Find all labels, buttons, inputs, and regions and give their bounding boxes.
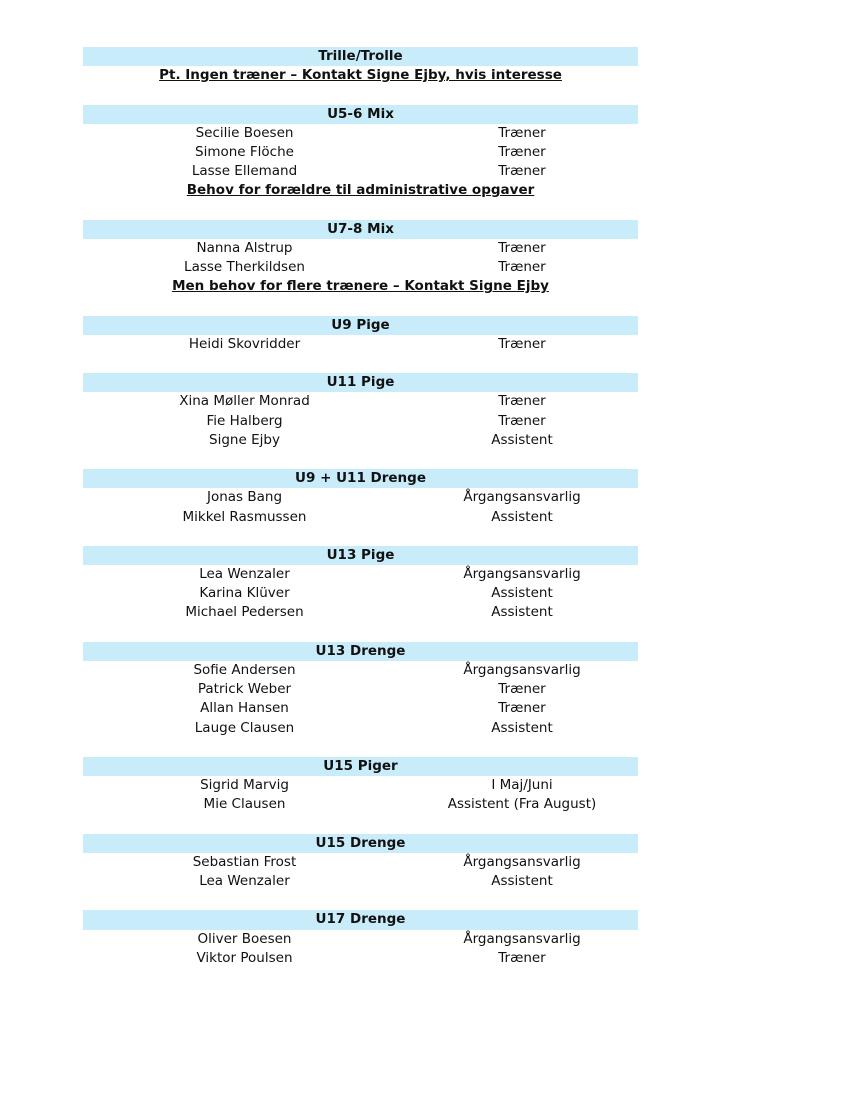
- person-name: Jonas Bang: [206, 489, 283, 506]
- person-role: Årgangsansvarlig: [463, 930, 581, 947]
- team-header: U15 Drenge: [83, 834, 638, 853]
- team-section: [83, 47, 638, 85]
- roster-row: [83, 872, 638, 891]
- person-name: Lasse Therkildsen: [184, 259, 305, 276]
- roster-row: [83, 699, 638, 718]
- person-role: Assistent: [491, 604, 553, 621]
- person-name: Xina Møller Monrad: [179, 393, 310, 410]
- team-header: U9 Pige: [83, 316, 638, 335]
- person-name: Lea Wenzaler: [199, 566, 290, 583]
- roster-row: [83, 584, 638, 603]
- team-note: Behov for forældre til administrative opgaver: [186, 182, 535, 199]
- person-role: Træner: [498, 163, 546, 180]
- person-role: Assistent: [491, 719, 553, 736]
- roster-row: [83, 949, 638, 968]
- section-spacer: [83, 738, 638, 757]
- roster-row: [83, 508, 638, 527]
- person-role: Assistent: [491, 585, 553, 602]
- team-section: [83, 373, 638, 450]
- team-header: U5-6 Mix: [83, 105, 638, 124]
- person-role: Træner: [498, 949, 546, 966]
- team-header: U11 Pige: [83, 373, 638, 392]
- person-role: Træner: [498, 335, 546, 352]
- section-spacer: [83, 891, 638, 910]
- team-section: [83, 546, 638, 623]
- roster-row: [83, 661, 638, 680]
- team-header: Trille/Trolle: [83, 47, 638, 66]
- person-role: Årgangsansvarlig: [463, 489, 581, 506]
- roster-row: [83, 124, 638, 143]
- roster-row: [83, 776, 638, 795]
- person-role: I Maj/Juni: [491, 777, 553, 794]
- section-spacer: [83, 354, 638, 373]
- person-role: Træner: [498, 393, 546, 410]
- person-name: Nanna Alstrup: [196, 239, 293, 256]
- roster-row: [83, 431, 638, 450]
- team-note: Pt. Ingen træner – Kontakt Signe Ejby, hvis interesse: [159, 67, 562, 84]
- roster-row: [83, 795, 638, 814]
- person-role: Årgangsansvarlig: [463, 566, 581, 583]
- roster-row: [83, 162, 638, 181]
- person-name: Oliver Boesen: [197, 930, 292, 947]
- person-name: Michael Pedersen: [185, 604, 304, 621]
- team-section: [83, 220, 638, 297]
- person-name: Mie Clausen: [203, 796, 286, 813]
- person-role: Assistent: [491, 508, 553, 525]
- person-role: Årgangsansvarlig: [463, 662, 581, 678]
- person-role: Træner: [498, 143, 546, 160]
- roster-row: [83, 565, 638, 584]
- person-name: Mikkel Rasmussen: [182, 508, 307, 525]
- person-name: Sigrid Marvig: [200, 777, 289, 794]
- person-name: Fie Halberg: [206, 412, 283, 429]
- person-role: Træner: [498, 681, 546, 698]
- person-name: Sofie Andersen: [193, 662, 296, 678]
- person-role: Træner: [498, 239, 546, 256]
- team-header: U7-8 Mix: [83, 220, 638, 239]
- person-role: Træner: [498, 259, 546, 276]
- team-header: U9 + U11 Drenge: [83, 469, 638, 488]
- person-name: Viktor Poulsen: [196, 949, 293, 966]
- team-note: Men behov for flere trænere – Kontakt Signe Ejby: [172, 278, 549, 295]
- person-name: Simone Flöche: [195, 143, 294, 160]
- roster-row: [83, 853, 638, 872]
- person-name: Lasse Ellemand: [191, 163, 298, 180]
- roster-row: [83, 335, 638, 354]
- person-name: Secilie Boesen: [195, 124, 294, 141]
- person-name: Signe Ejby: [209, 431, 280, 448]
- team-section: [83, 642, 638, 738]
- roster-row: [83, 143, 638, 162]
- team-header: U13 Drenge: [83, 642, 638, 661]
- person-role: Assistent (Fra August): [447, 796, 597, 813]
- person-role: Træner: [498, 412, 546, 429]
- person-role: Assistent: [491, 873, 553, 890]
- roster-row: [83, 603, 638, 622]
- roster-row: [83, 680, 638, 699]
- roster-row: [83, 488, 638, 507]
- team-section: [83, 316, 638, 354]
- roster-row: [83, 392, 638, 411]
- section-spacer: [83, 450, 638, 469]
- roster-row: [83, 930, 638, 949]
- section-spacer: [83, 296, 638, 315]
- person-name: Karina Klüver: [199, 585, 290, 602]
- person-name: Patrick Weber: [197, 681, 292, 698]
- person-role: Træner: [498, 700, 546, 717]
- team-roster-sheet: [83, 47, 638, 968]
- person-name: Lea Wenzaler: [199, 873, 290, 890]
- team-section: [83, 105, 638, 201]
- section-spacer: [83, 623, 638, 642]
- roster-row: [83, 239, 638, 258]
- team-header: U15 Piger: [83, 757, 638, 776]
- section-spacer: [83, 201, 638, 220]
- section-spacer: [83, 527, 638, 546]
- team-header: U17 Drenge: [83, 910, 638, 929]
- person-name: Sebastian Frost: [192, 853, 297, 870]
- person-role: Årgangsansvarlig: [463, 853, 581, 870]
- section-spacer: [83, 85, 638, 104]
- person-name: Heidi Skovridder: [188, 335, 301, 352]
- team-header: U13 Pige: [83, 546, 638, 565]
- section-spacer: [83, 815, 638, 834]
- team-section: [83, 834, 638, 892]
- team-section: [83, 757, 638, 815]
- team-section: [83, 469, 638, 527]
- roster-row: [83, 412, 638, 431]
- person-role: Assistent: [491, 431, 553, 448]
- roster-row: [83, 258, 638, 277]
- roster-row: [83, 719, 638, 738]
- person-name: Lauge Clausen: [194, 719, 295, 736]
- team-section: [83, 910, 638, 968]
- person-name: Allan Hansen: [200, 700, 289, 717]
- person-role: Træner: [498, 124, 546, 141]
